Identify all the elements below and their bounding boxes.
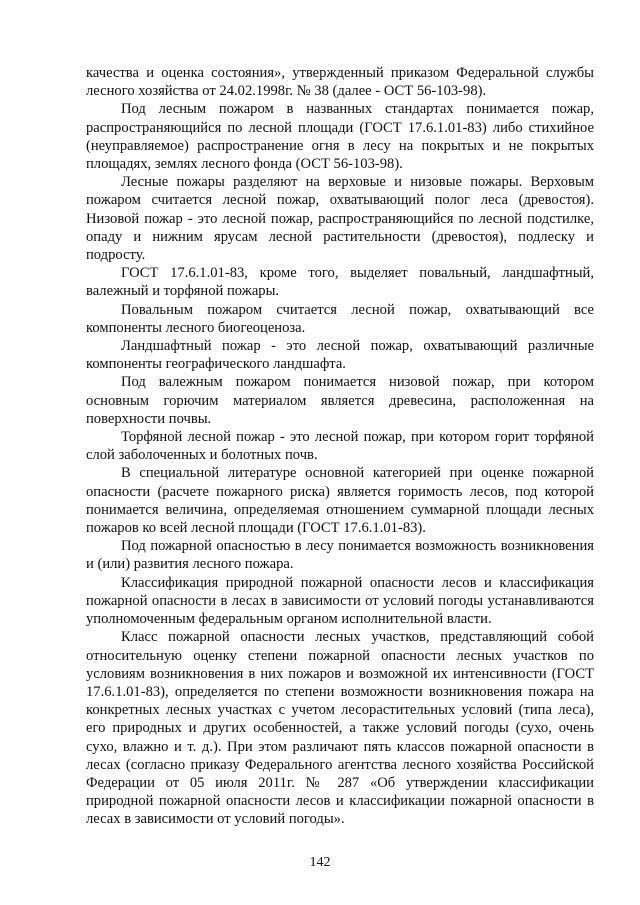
- paragraph-3: Лесные пожары разделяют на верховые и низовые пожары. Верховым пожаром считается лесной пожар, охватывающий полог леса (древостоя). Низовой пожар - это лесной пожар, распространяющийся по лесной подстилке, опаду и нижним ярусам лесной растительности (древостоя), подлеску и подросту.: [86, 174, 594, 264]
- paragraph-11: Классификация природной пожарной опасности лесов и классификация пожарной опасности в лесах в зависимости от условий погоды устанавливаются уполномоченным федеральным органом исполнительной власти.: [86, 574, 594, 628]
- paragraph-6: Ландшафтный пожар - это лесной пожар, охватывающий различные компоненты географического ландшафта.: [86, 338, 594, 373]
- paragraph-7: Под валежным пожаром понимается низовой пожар, при котором основным горючим материалом является древесина, расположенная на поверхности почвы.: [86, 374, 594, 427]
- paragraph-1: качества и оценка состояния», утвержденный приказом Федеральной службы лесного хозяйства от 24.02.1998г. № 38 (далее - ОСТ 56-103-98).: [86, 65, 594, 100]
- document-page: [86, 64, 594, 829]
- paragraph-12: Класс пожарной опасности лесных участков, представляющий собой относительную оценку степени пожарной опасности лесных участков по условиям возникновения в них пожаров и возможной их интенсивности (ГОСТ 17.6.1.01-83), определяется по степени возможности возникновения пожара на конкретных лесных участках с учетом лесорастительных условий (типа леса), его природных и других особенностей, а также условий погоды (сухо, очень сухо, влажно и т. д.). При этом различают пять классов пожарной опасности в лесах (согласно приказу Федерального агентства лесного хозяйства Российской Федерации от 05 июля 2011г. № 287 «Об утверждении классификации природной пожарной опасности лесов и классификации пожарной опасности в лесах в зависимости от условий погоды».: [86, 629, 594, 828]
- paragraph-9: В специальной литературе основной категорией при оценке пожарной опасности (расчете пожарного риска) является горимость лесов, под которой понимается величина, определяемая отношением суммарной площади лесных пожаров ко всей лесной площади (ГОСТ 17.6.1.01-83).: [86, 465, 594, 537]
- paragraph-5: Повальным пожаром считается лесной пожар, охватывающий все компоненты лесного биогеоценоза.: [86, 301, 594, 336]
- paragraph-2: Под лесным пожаром в названных стандартах понимается пожар, распространяющийся по лесной площади (ГОСТ 17.6.1.01-83) либо стихийное (неуправляемое) распространение огня в лесу на покрытых и не покрытых площадях, землях лесного фонда (ОСТ 56-103-98).: [86, 101, 594, 173]
- paragraph-8: Торфяной лесной пожар - это лесной пожар, при котором горит торфяной слой заболоченных и болотных почв.: [86, 429, 594, 464]
- paragraph-10: Под пожарной опасностью в лесу понимается возможность возникновения и (или) развития лесного пожара.: [86, 538, 594, 573]
- page-number: 142: [309, 855, 331, 870]
- paragraph-4: ГОСТ 17.6.1.01-83, кроме того, выделяет повальный, ландшафтный, валежный и торфяной пожары.: [86, 265, 594, 300]
